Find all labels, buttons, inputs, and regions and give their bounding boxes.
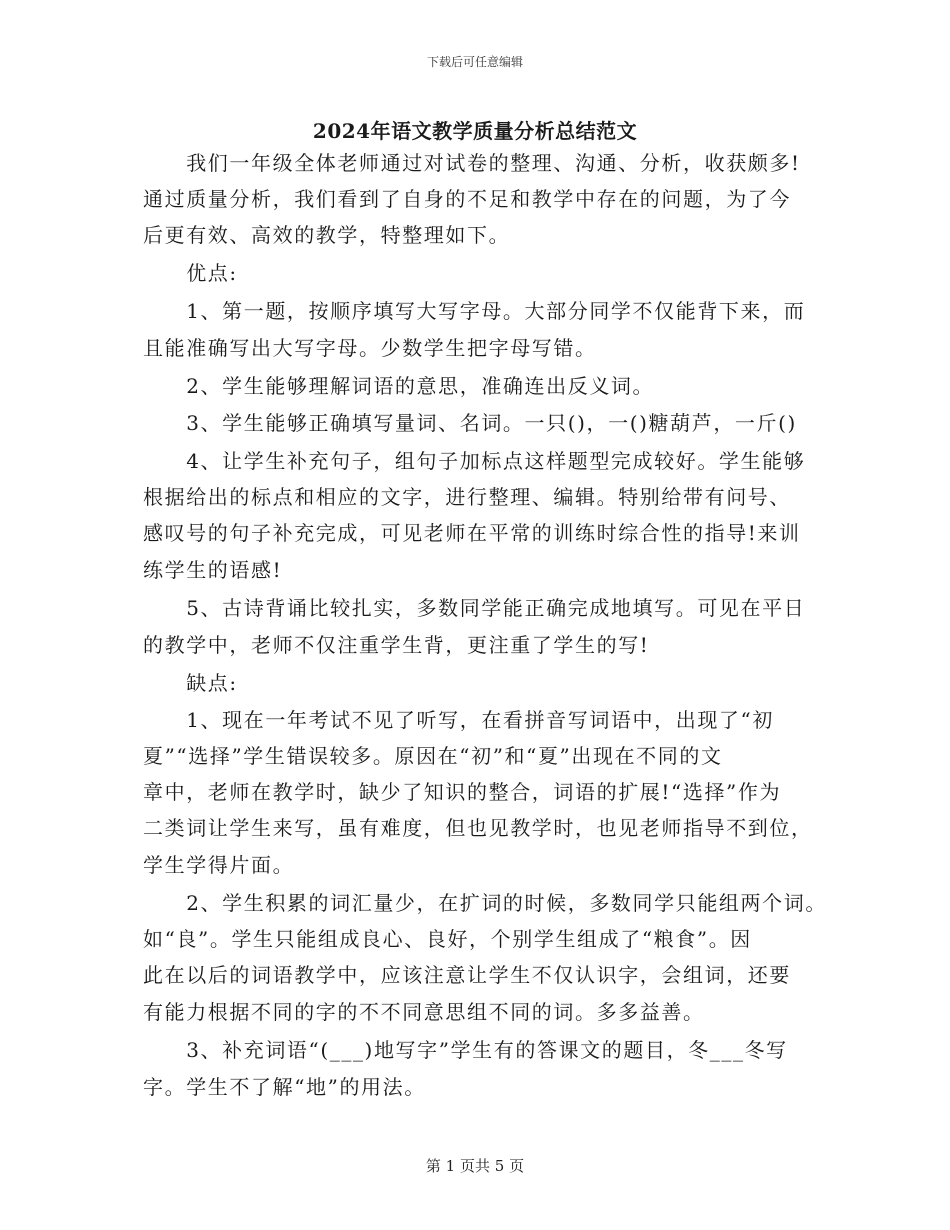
body-line: 如“良”。学生只能组成良心、良好，个别学生组成了“粮食”。因	[143, 927, 752, 951]
document-title: 2024年语文教学质量分析总结范文	[312, 119, 638, 143]
body-line: 1、现在一年考试不见了听写，在看拼音写词语中，出现了“初	[143, 708, 774, 732]
body-line: 后更有效、高效的教学，特整理如下。	[143, 223, 511, 247]
body-line: 3、补充词语“(___)地写字”学生有的答课文的题目，冬___冬写	[143, 1038, 788, 1062]
body-line: 1、第一题，按顺序填写大写字母。大部分同学不仅能背下来，而	[143, 299, 806, 323]
page-footer: 第 1 页共 5 页	[425, 1157, 525, 1175]
body-line: 学生学得片面。	[143, 853, 295, 877]
body-line: 夏”“选择”学生错误较多。原因在“初”和“夏”出现在不同的文	[143, 744, 723, 768]
section-heading-weaknesses: 缺点:	[143, 671, 238, 695]
body-line: 4、让学生补充句子，组句子加标点这样题型完成较好。学生能够	[143, 449, 806, 473]
body-line: 的教学中，老师不仅注重学生背，更注重了学生的写!	[143, 633, 650, 657]
body-line: 感叹号的句子补充完成，可见老师在平常的训练时综合性的指导!来训	[143, 521, 801, 545]
body-line: 通过质量分析，我们看到了自身的不足和教学中存在的问题，为了今	[143, 187, 791, 211]
body-line: 字。学生不了解“地”的用法。	[143, 1075, 426, 1099]
body-line: 二类词让学生来写，虽有难度，但也见教学时，也见老师指导不到位，	[143, 816, 813, 840]
body-line: 练学生的语感!	[143, 558, 283, 582]
body-line: 我们一年级全体老师通过对试卷的整理、沟通、分析，收获颇多!	[143, 151, 801, 175]
body-line: 3、学生能够正确填写量词、名词。一只()，一()糖葫芦，一斤()	[143, 411, 797, 435]
body-line: 且能准确写出大写字母。少数学生把字母写错。	[143, 336, 597, 360]
body-line: 2、学生积累的词汇量少，在扩词的时候，多数同学只能组两个词。	[143, 891, 827, 915]
body-line: 5、古诗背诵比较扎实，多数同学能正确完成地填写。可见在平日	[143, 596, 806, 620]
body-line: 有能力根据不同的字的不不同意思组不同的词。多多益善。	[143, 1000, 705, 1024]
header-note: 下载后可任意编辑	[426, 55, 523, 69]
body-line: 根据给出的标点和相应的文字，进行整理、编辑。特别给带有问号、	[143, 485, 791, 509]
section-heading-strengths: 优点:	[143, 261, 238, 285]
body-line: 章中，老师在教学时，缺少了知识的整合，词语的扩展!“选择”作为	[143, 780, 782, 804]
body-line: 此在以后的词语教学中，应该注意让学生不仅认识字，会组词，还要	[143, 963, 791, 987]
body-line: 2、学生能够理解词语的意思，准确连出反义词。	[143, 374, 655, 398]
